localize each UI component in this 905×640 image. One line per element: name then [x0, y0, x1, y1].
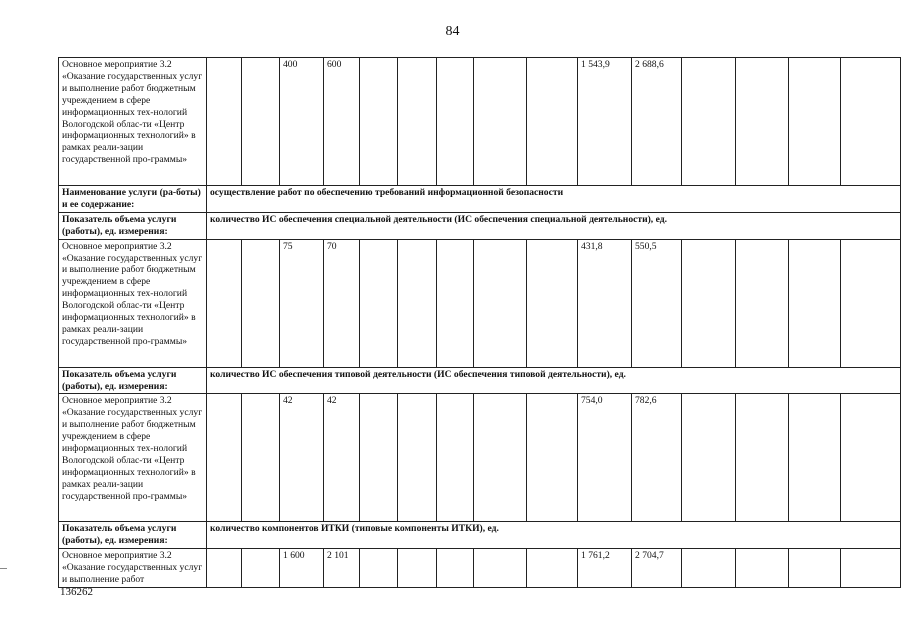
table-cell — [789, 549, 841, 588]
row-value: количество ИС обеспечения типовой деятельности (ИС обеспечения типовой деятельности), ед. — [207, 367, 901, 394]
table-cell — [736, 58, 789, 186]
table-cell — [360, 549, 398, 588]
row-label: Показатель объема услуги (работы), ед. измерения: — [59, 367, 207, 394]
table-row — [59, 58, 901, 186]
finance-cell: 1 761,2 — [578, 549, 632, 588]
table-cell — [527, 549, 578, 588]
edge-mark — [0, 568, 7, 569]
table-row — [59, 549, 901, 588]
table-cell — [736, 549, 789, 588]
table-row — [59, 367, 901, 394]
table-cell — [207, 239, 242, 367]
volume-plan-cell: 1 600 — [280, 549, 324, 588]
table-row — [59, 186, 901, 213]
table-row — [59, 522, 901, 549]
volume-plan-cell: 600 — [324, 58, 360, 186]
page-number: 84 — [445, 24, 460, 39]
row-label: Наименование услуги (ра-боты) и ее содержание: — [59, 186, 207, 213]
table-row — [59, 394, 901, 522]
volume-plan-cell: 70 — [324, 239, 360, 367]
table-cell — [527, 58, 578, 186]
volume-plan-cell: 75 — [280, 239, 324, 367]
volume-plan-cell: 400 — [280, 58, 324, 186]
table-cell — [242, 549, 280, 588]
table-cell — [360, 394, 398, 522]
table-cell — [474, 239, 527, 367]
table-cell — [682, 549, 736, 588]
table-cell — [242, 58, 280, 186]
finance-cell: 782,6 — [632, 394, 682, 522]
table-cell — [207, 394, 242, 522]
table-cell — [437, 239, 474, 367]
table-cell — [736, 239, 789, 367]
table-row — [59, 239, 901, 367]
table-cell — [474, 549, 527, 588]
table-cell — [207, 58, 242, 186]
finance-cell: 2 688,6 — [632, 58, 682, 186]
event-description: Основное мероприятие 3.2 «Оказание государственных услуг и выполнение работ бюджетным учреждением в сфере информационных тех-нологий Вологодской облас-ти «Центр информационных технологий» в рамках реали-зации государственной про-граммы» — [59, 394, 207, 522]
volume-plan-cell: 2 101 — [324, 549, 360, 588]
event-description: Основное мероприятие 3.2 «Оказание государственных услуг и выполнение работ бюджетным учреждением в сфере информационных тех-нологий Вологодской облас-ти «Центр информационных технологий» в рамках реали-зации государственной про-граммы» — [59, 58, 207, 186]
volume-plan-cell: 42 — [324, 394, 360, 522]
table-cell — [789, 394, 841, 522]
table-cell — [437, 58, 474, 186]
table-cell — [682, 394, 736, 522]
state-task-table — [58, 57, 901, 588]
table-row — [59, 212, 901, 239]
table-cell — [789, 239, 841, 367]
row-value: осуществление работ по обеспечению требований информационной безопасности — [207, 186, 901, 213]
volume-plan-cell: 42 — [280, 394, 324, 522]
table-cell — [682, 58, 736, 186]
table-cell — [841, 549, 901, 588]
table-cell — [398, 549, 437, 588]
table-cell — [242, 394, 280, 522]
table-cell — [398, 58, 437, 186]
finance-cell: 550,5 — [632, 239, 682, 367]
table-cell — [207, 549, 242, 588]
event-description: Основное мероприятие 3.2 «Оказание государственных услуг и выполнение работ — [59, 549, 207, 588]
table-cell — [841, 394, 901, 522]
table-cell — [398, 239, 437, 367]
finance-cell: 754,0 — [578, 394, 632, 522]
row-label: Показатель объема услуги (работы), ед. измерения: — [59, 522, 207, 549]
finance-cell: 2 704,7 — [632, 549, 682, 588]
table-cell — [360, 239, 398, 367]
table-cell — [841, 239, 901, 367]
table-cell — [474, 394, 527, 522]
table-cell — [398, 394, 437, 522]
event-description: Основное мероприятие 3.2 «Оказание государственных услуг и выполнение работ бюджетным учреждением в сфере информационных тех-нологий Вологодской облас-ти «Центр информационных технологий» в рамках реали-зации государственной про-граммы» — [59, 239, 207, 367]
table-cell — [736, 394, 789, 522]
footer-document-code: 136262 — [60, 586, 93, 598]
table-cell — [789, 58, 841, 186]
finance-cell: 431,8 — [578, 239, 632, 367]
table-cell — [360, 58, 398, 186]
table-cell — [242, 239, 280, 367]
table-cell — [437, 394, 474, 522]
row-value: количество ИС обеспечения специальной деятельности (ИС обеспечения специальной деятельности), ед. — [207, 212, 901, 239]
table-cell — [841, 58, 901, 186]
finance-cell: 1 543,9 — [578, 58, 632, 186]
table-cell — [527, 394, 578, 522]
table-cell — [682, 239, 736, 367]
table-cell — [474, 58, 527, 186]
table-cell — [527, 239, 578, 367]
row-label: Показатель объема услуги (работы), ед. измерения: — [59, 212, 207, 239]
table-cell — [437, 549, 474, 588]
row-value: количество компонентов ИТКИ (типовые компоненты ИТКИ), ед. — [207, 522, 901, 549]
